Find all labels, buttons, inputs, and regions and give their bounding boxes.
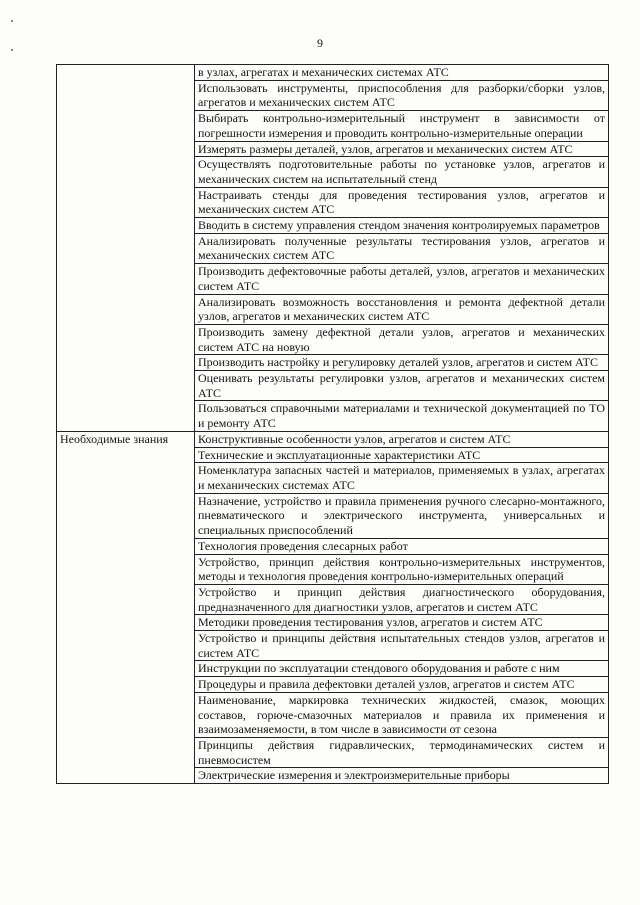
- requirements-table: [56, 64, 609, 784]
- table-cell: в узлах, агрегатах и механических системах АТС: [195, 65, 609, 81]
- table-cell: Оценивать результаты регулировки узлов, агрегатов и механических систем АТС: [195, 371, 609, 401]
- table-cell: Назначение, устройство и правила применения ручного слесарно-монтажного, пневматического и электрического инструмента, универсальных и специальных приспособлений: [195, 493, 609, 538]
- table-cell: Методики проведения тестирования узлов, агрегатов и систем АТС: [195, 615, 609, 631]
- table-row: [57, 65, 609, 81]
- table-cell: Выбирать контрольно-измерительный инструмент в зависимости от погрешности измерения и проводить контрольно-измерительные операции: [195, 111, 609, 141]
- scan-speck: [11, 20, 13, 22]
- table-cell: Осуществлять подготовительные работы по установке узлов, агрегатов и механических систем на испытательный стенд: [195, 157, 609, 187]
- table-cell: Анализировать возможность восстановления и ремонта дефектной детали узлов, агрегатов и механических систем АТС: [195, 294, 609, 324]
- table-cell: Настраивать стенды для проведения тестирования узлов, агрегатов и механических систем АТС: [195, 187, 609, 217]
- table-cell: Наименование, маркировка технических жидкостей, смазок, моющих составов, горюче-смазочных материалов и правила их применения и взаимозаменяемости, в том числе в зависимости от сезона: [195, 692, 609, 737]
- table-cell: Анализировать полученные результаты тестирования узлов, агрегатов и механических систем АТС: [195, 233, 609, 263]
- table-cell: Устройство и принцип действия диагностического оборудования, предназначенного для диагностики узлов, агрегатов и систем АТС: [195, 584, 609, 614]
- table-cell: Технические и эксплуатационные характеристики АТС: [195, 447, 609, 463]
- table-cell: Принципы действия гидравлических, термодинамических систем и пневмосистем: [195, 737, 609, 767]
- scan-speck: [11, 49, 13, 51]
- table-cell: Устройство и принципы действия испытательных стендов узлов, агрегатов и систем АТС: [195, 631, 609, 661]
- table-cell: Конструктивные особенности узлов, агрегатов и систем АТС: [195, 431, 609, 447]
- table-cell: Номенклатура запасных частей и материалов, применяемых в узлах, агрегатах и механических системах АТС: [195, 463, 609, 493]
- page-number: 9: [317, 36, 323, 50]
- table-cell: Электрические измерения и электроизмерительные приборы: [195, 768, 609, 784]
- table-cell: Вводить в систему управления стендом значения контролируемых параметров: [195, 218, 609, 234]
- table-row: [57, 431, 609, 447]
- table-cell: Измерять размеры деталей, узлов, агрегатов и механических систем АТС: [195, 141, 609, 157]
- table-cell: Инструкции по эксплуатации стендового оборудования и работе с ним: [195, 661, 609, 677]
- table-cell: Производить дефектовочные работы деталей, узлов, агрегатов и механических систем АТС: [195, 264, 609, 294]
- table-cell: Процедуры и правила дефектовки деталей узлов, агрегатов и систем АТС: [195, 677, 609, 693]
- table-cell: Технология проведения слесарных работ: [195, 538, 609, 554]
- skills-label-cell: [57, 65, 195, 432]
- table-cell: Пользоваться справочными материалами и технической документацией по ТО и ремонту АТС: [195, 401, 609, 431]
- table-cell: Устройство, принцип действия контрольно-измерительных инструментов, методы и технология проведения контрольно-измерительных операций: [195, 554, 609, 584]
- table-cell: Производить замену дефектной детали узлов, агрегатов и механических систем АТС на новую: [195, 324, 609, 354]
- table-cell: Использовать инструменты, приспособления для разборки/сборки узлов, агрегатов и механических систем АТС: [195, 80, 609, 110]
- knowledge-label: Необходимые знания: [57, 431, 195, 783]
- table-cell: Производить настройку и регулировку деталей узлов, агрегатов и систем АТС: [195, 355, 609, 371]
